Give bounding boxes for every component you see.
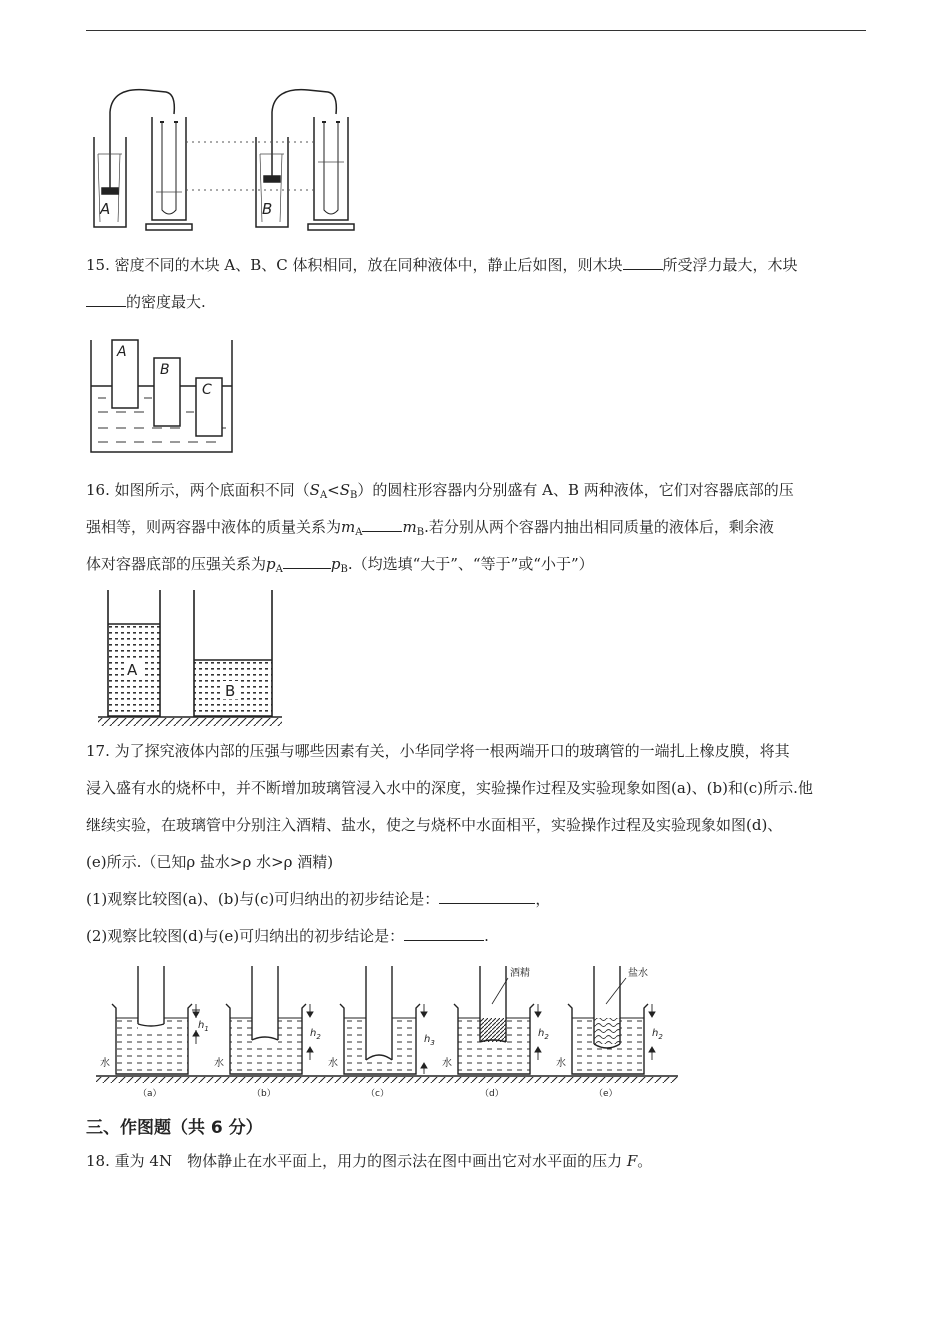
q15-text-1: 密度不同的木块 A、B、C 体积相同，放在同种液体中，静止后如图，则木块 (114, 256, 623, 274)
q17-line4: (e)所示.（已知ρ 盐水>ρ 水>ρ 酒精) (86, 853, 334, 871)
q17-line6-a: (2)观察比较图(d)与(e)可归纳出的初步结论是： (86, 927, 405, 945)
fig15-label-b: B (160, 362, 170, 378)
question-15 (86, 247, 868, 321)
alcohol-label: 酒精 (510, 968, 530, 979)
q18-end: 。 (637, 1152, 653, 1170)
water-label-b: 水 (214, 1058, 224, 1069)
q17-number: 17. (86, 742, 110, 760)
manometer-figure (86, 82, 376, 232)
brine-label: 盐水 (628, 968, 648, 979)
question-16 (86, 472, 868, 583)
beakers-figure (96, 962, 678, 1100)
fig14-label-a: A (100, 200, 111, 218)
h2-label-d: $h_2$ (538, 1028, 549, 1041)
h3-label: $h_3$ (424, 1034, 435, 1047)
fig16-label-b: B (225, 682, 236, 700)
fig16-label-a: A (127, 661, 138, 679)
fig15-label-a: A (117, 344, 127, 360)
section-heading: 三、作图题（共 6 分） (86, 1118, 263, 1138)
q16-sub-mb: B (416, 527, 425, 538)
q16-sub-ma: A (355, 527, 363, 538)
q16-sub-a: A (319, 490, 328, 501)
question-17 (86, 733, 868, 955)
beaker-e (568, 966, 648, 1074)
q16-symbol-m-b: m (402, 518, 417, 536)
q16-line3-a: 体对容器底部的压强关系为 (86, 555, 267, 573)
water-label-e: 水 (556, 1058, 566, 1069)
h2-label-e: $h_2$ (652, 1028, 663, 1041)
q16-symbol-s: S (309, 481, 320, 499)
q16-line1-a: 如图所示，两个底面积不同（ (114, 481, 310, 499)
h1-label: $h_1$ (198, 1020, 209, 1033)
q16-symbol-p-b: p (330, 555, 341, 573)
q16-symbol-p-a: p (266, 555, 276, 573)
q15-answer-blank-2[interactable] (86, 292, 126, 307)
caption-d: （d） (480, 1089, 504, 1099)
q15-text-3: 的密度最大. (126, 293, 206, 311)
q17-answer-blank-2[interactable] (404, 926, 484, 941)
q16-line3-b: .（均选填“大于”、“等于”或“小于”） (347, 555, 594, 573)
q16-symbol-m-a: m (341, 518, 356, 536)
q16-answer-blank-1[interactable] (362, 517, 402, 532)
q16-sub-pa: A (275, 564, 283, 575)
containers-figure (96, 588, 286, 732)
beaker-d (454, 966, 534, 1074)
q17-line5-b: ， (535, 890, 551, 908)
q16-answer-blank-2[interactable] (283, 554, 331, 569)
q16-symbol-s-b: S (339, 481, 351, 499)
beaker-c (340, 966, 420, 1074)
caption-c: （c） (366, 1089, 389, 1099)
fig14-label-b: B (262, 200, 273, 218)
header-rule (86, 30, 866, 31)
h2-label-b: $h_2$ (310, 1028, 321, 1041)
floating-blocks-figure (86, 338, 236, 456)
water-label-d: 水 (442, 1058, 452, 1069)
beaker-b (226, 966, 306, 1074)
beaker-a (112, 966, 200, 1074)
q17-line3: 继续实验，在玻璃管中分别注入酒精、盐水，使之与烧杯中水面相平，实验操作过程及实验现象如图(d)、 (86, 816, 783, 834)
q15-answer-blank-1[interactable] (623, 255, 663, 270)
q16-line2-a: 强相等，则两容器中液体的质量关系为 (86, 518, 342, 536)
q17-line1: 为了探究液体内部的压强与哪些因素有关，小华同学将一根两端开口的玻璃管的一端扎上橡皮膜，将其 (114, 742, 790, 760)
q16-less-than: < (327, 481, 340, 499)
q17-line2: 浸入盛有水的烧杯中，并不断增加玻璃管浸入水中的深度，实验操作过程及实验现象如图(a)、(b)和(c)所示.他 (86, 779, 813, 797)
water-label-a: 水 (100, 1058, 110, 1069)
caption-b: （b） (252, 1089, 276, 1099)
q16-sub-pb: B (340, 564, 348, 575)
q18-force-symbol: F (626, 1152, 638, 1170)
q18-number: 18. (86, 1152, 110, 1170)
q15-text-2: 所受浮力最大，木块 (662, 256, 798, 274)
q15-number: 15. (86, 256, 110, 274)
q18-text: 重为 4N 物体静止在水平面上，用力的图示法在图中画出它对水平面的压力 (114, 1152, 623, 1170)
q16-number: 16. (86, 481, 110, 499)
q16-line1-b: ）的圆柱形容器内分别盛有 A、B 两种液体，它们对容器底部的压 (357, 481, 794, 499)
q16-sub-b: B (350, 490, 358, 501)
question-18 (86, 1143, 868, 1180)
q17-answer-blank-1[interactable] (439, 889, 535, 904)
q17-line5-a: (1)观察比较图(a)、(b)与(c)可归纳出的初步结论是： (86, 890, 440, 908)
caption-e: （e） (594, 1089, 618, 1099)
fig15-label-c: C (202, 382, 212, 398)
caption-a: （a） (138, 1089, 162, 1099)
water-label-c: 水 (328, 1058, 338, 1069)
q16-line2-b: .若分别从两个容器内抽出相同质量的液体后，剩余液 (424, 518, 774, 536)
q17-line6-b: . (484, 927, 489, 945)
